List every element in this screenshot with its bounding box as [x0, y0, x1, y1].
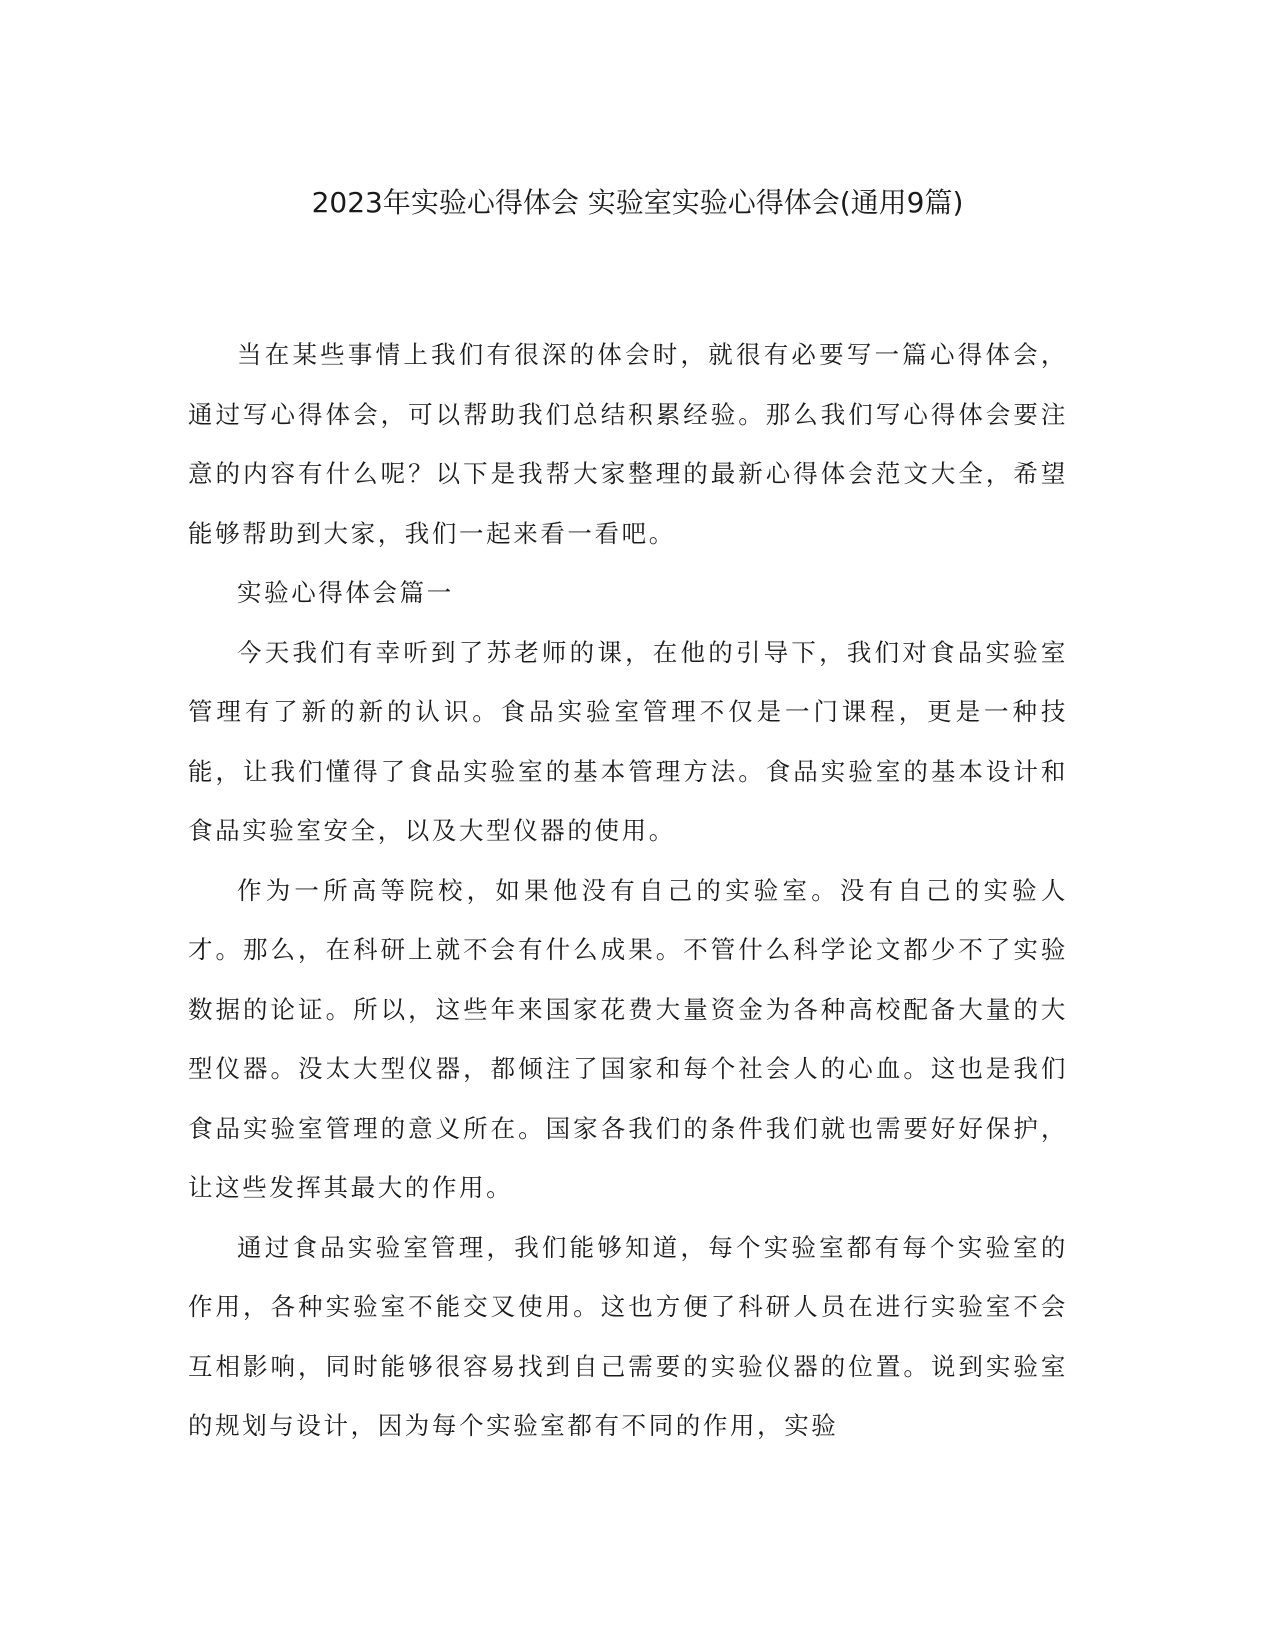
intro-paragraph: 当在某些事情上我们有很深的体会时，就很有必要写一篇心得体会，通过写心得体会，可以帮助我们总结积累经验。那么我们写心得体会要注意的内容有什么呢？以下是我帮大家整理的最新心得体会范文大全，希望能够帮助到大家，我们一起来看一看吧。: [188, 340, 1068, 548]
body-paragraph: 今天我们有幸听到了苏老师的课，在他的引导下，我们对食品实验室管理有了新的新的认识。食品实验室管理不仅是一门课程，更是一种技能，让我们懂得了食品实验室的基本管理方法。食品实验室的基本设计和食品实验室安全，以及大型仪器的使用。: [188, 637, 1068, 845]
document-body: [188, 325, 1068, 1456]
section-heading: 实验心得体会篇一: [237, 578, 454, 607]
document-title: 2023年实验心得体会 实验室实验心得体会(通用9篇): [311, 186, 964, 219]
body-paragraph: 作为一所高等院校，如果他没有自己的实验室。没有自己的实验人才。那么，在科研上就不会有什么成果。不管什么科学论文都少不了实验数据的论证。所以，这些年来国家花费大量资金为各种高校配备大量的大型仪器。没太大型仪器，都倾注了国家和每个社会人的心血。这也是我们食品实验室管理的意义所在。国家各我们的条件我们就也需要好好保护，让这些发挥其最大的作用。: [188, 875, 1068, 1202]
body-paragraph: 通过食品实验室管理，我们能够知道，每个实验室都有每个实验室的作用，各种实验室不能交叉使用。这也方便了科研人员在进行实验室不会互相影响，同时能够很容易找到自己需要的实验仪器的位置。说到实验室的规划与设计，因为每个实验室都有不同的作用，实验: [188, 1232, 1068, 1440]
